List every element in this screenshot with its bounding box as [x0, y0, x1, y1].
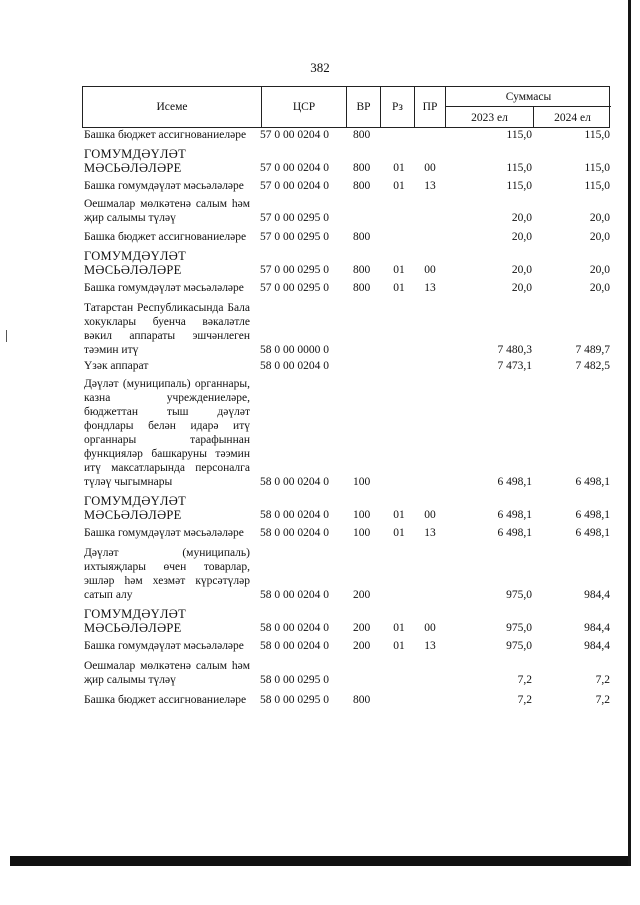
row-sum-2023: 975,0: [506, 640, 532, 652]
row-vr: 200: [353, 622, 371, 634]
row-vr: 800: [353, 264, 371, 276]
table-body: [82, 128, 610, 707]
row-vr: 100: [353, 476, 371, 488]
table-row: [82, 639, 610, 653]
row-rz: 01: [393, 264, 405, 276]
row-name: Башка бюджет ассигнованиеләре: [84, 231, 247, 243]
row-sum-2023: 20,0: [511, 231, 532, 243]
row-csr: 58 0 00 0204 0: [260, 476, 329, 488]
row-name: ГОМУМДӘҮЛӘТ МӘСЬӘЛӘЛӘРЕ: [84, 249, 187, 277]
row-sum-2024: 115,0: [584, 162, 610, 174]
row-sum-2023: 6 498,1: [497, 527, 532, 539]
row-rz: 01: [393, 162, 405, 174]
row-name: Башка гомумдәүләт мәсьәләләре: [84, 282, 244, 294]
row-vr: 800: [353, 282, 371, 294]
row-sum-2023: 7 473,1: [497, 360, 532, 372]
table-row: [82, 659, 610, 687]
row-csr: 57 0 00 0295 0: [260, 231, 329, 243]
row-sum-2023: 115,0: [506, 180, 532, 192]
row-sum-2024: 6 498,1: [575, 527, 610, 539]
row-sum-2023: 975,0: [506, 622, 532, 634]
scan-right-border: [628, 0, 631, 866]
row-name: Оешмалар мөлкәтенә салым һәм җир салымы түләү: [84, 198, 250, 224]
row-pr: 13: [424, 282, 436, 294]
row-csr: 58 0 00 0295 0: [260, 674, 329, 686]
header-rz: Рз: [380, 87, 414, 127]
row-vr: 100: [353, 509, 371, 521]
header-sums: Суммасы: [445, 87, 611, 107]
row-sum-2023: 7,2: [517, 694, 532, 706]
table-row: [82, 281, 610, 295]
row-sum-2024: 984,4: [584, 622, 610, 634]
row-name: Башка гомумдәүләт мәсьәләләре: [84, 527, 244, 539]
table-row: [82, 128, 610, 142]
row-sum-2023: 115,0: [506, 129, 532, 141]
row-name: Башка гомумдәүләт мәсьәләләре: [84, 180, 244, 192]
table-row: [82, 301, 610, 357]
row-sum-2024: 984,4: [584, 640, 610, 652]
row-rz: 01: [393, 527, 405, 539]
table-row: [82, 607, 610, 635]
row-name: Татарстан Республикасында Бала хокуклары буенча вәкаләтле вәкил аппараты эшчәнлеген тәэмин итү: [84, 302, 250, 356]
table-row: [82, 546, 610, 602]
table-row: [82, 230, 610, 244]
header-vr: ВР: [346, 87, 380, 127]
row-sum-2023: 975,0: [506, 589, 532, 601]
table-row: [82, 494, 610, 522]
row-pr: 00: [424, 622, 436, 634]
row-sum-2024: 20,0: [589, 264, 610, 276]
row-vr: 800: [353, 162, 371, 174]
table-row: [82, 249, 610, 277]
row-csr: 58 0 00 0204 0: [260, 640, 329, 652]
row-sum-2023: 7 480,3: [497, 344, 532, 356]
row-pr: 13: [424, 640, 436, 652]
row-csr: 58 0 00 0295 0: [260, 694, 329, 706]
row-pr: 00: [424, 162, 436, 174]
row-name: Башка бюджет ассигнованиеләре: [84, 129, 247, 141]
row-sum-2023: 20,0: [511, 282, 532, 294]
row-sum-2023: 20,0: [511, 264, 532, 276]
table-row: [82, 526, 610, 540]
row-vr: 100: [353, 527, 371, 539]
row-name: Үзәк аппарат: [84, 360, 149, 372]
row-sum-2023: 6 498,1: [497, 509, 532, 521]
row-csr: 57 0 00 0295 0: [260, 264, 329, 276]
table-row: [82, 179, 610, 193]
row-pr: 00: [424, 509, 436, 521]
row-sum-2023: 6 498,1: [497, 476, 532, 488]
row-sum-2023: 20,0: [511, 212, 532, 224]
table-header: [82, 86, 610, 127]
header-year-2024: 2024 ел: [533, 107, 611, 128]
row-csr: 57 0 00 0204 0: [260, 180, 329, 192]
row-sum-2023: 115,0: [506, 162, 532, 174]
scan-bottom-border: [10, 856, 630, 866]
row-name: ГОМУМДӘҮЛӘТ МӘСЬӘЛӘЛӘРЕ: [84, 494, 187, 522]
table-row: [82, 693, 610, 707]
row-name: Башка бюджет ассигнованиеләре: [84, 694, 247, 706]
row-sum-2024: 6 498,1: [575, 509, 610, 521]
header-name: Исеме: [156, 101, 188, 113]
row-sum-2024: 6 498,1: [575, 476, 610, 488]
row-vr: 800: [353, 129, 371, 141]
row-rz: 01: [393, 180, 405, 192]
row-name: ГОМУМДӘҮЛӘТ МӘСЬӘЛӘЛӘРЕ: [84, 147, 187, 175]
row-csr: 58 0 00 0204 0: [260, 589, 329, 601]
page-number: 382: [310, 60, 330, 75]
table-row: [82, 377, 610, 489]
header-year-2023: 2023 ел: [445, 107, 533, 128]
row-sum-2024: 7 489,7: [575, 344, 610, 356]
row-vr: 800: [353, 180, 371, 192]
row-sum-2024: 20,0: [589, 282, 610, 294]
header-pr: ПР: [414, 87, 445, 127]
row-name: ГОМУМДӘҮЛӘТ МӘСЬӘЛӘЛӘРЕ: [84, 607, 187, 635]
row-csr: 57 0 00 0295 0: [260, 212, 329, 224]
header-csr: ЦСР: [261, 87, 346, 127]
row-vr: 200: [353, 640, 371, 652]
table-row: [82, 147, 610, 175]
row-vr: 800: [353, 231, 371, 243]
row-csr: 57 0 00 0204 0: [260, 129, 329, 141]
row-rz: 01: [393, 282, 405, 294]
row-sum-2024: 20,0: [589, 231, 610, 243]
row-name: Дәүләт (муниципаль) ихтыяҗлары өчен товарлар, эшләр һәм хезмәт күрсәтүләр сатып алу: [84, 547, 250, 601]
row-sum-2024: 115,0: [584, 180, 610, 192]
row-pr: 13: [424, 527, 436, 539]
row-sum-2024: 7,2: [595, 674, 610, 686]
row-csr: 58 0 00 0204 0: [260, 527, 329, 539]
row-name: Башка гомумдәүләт мәсьәләләре: [84, 640, 244, 652]
row-sum-2024: 7 482,5: [575, 360, 610, 372]
row-csr: 57 0 00 0295 0: [260, 282, 329, 294]
row-sum-2024: 20,0: [589, 212, 610, 224]
row-vr: 800: [353, 694, 371, 706]
table-row: [82, 359, 610, 373]
row-csr: 57 0 00 0204 0: [260, 162, 329, 174]
row-csr: 58 0 00 0000 0: [260, 344, 329, 356]
row-sum-2024: 115,0: [584, 129, 610, 141]
row-csr: 58 0 00 0204 0: [260, 622, 329, 634]
row-name: Дәүләт (муниципаль) органнары, казна учреждениеләре, бюджеттан тыш дәүләт фондлары белән идарә итү органнары тарафыннан функцияләр башкаруны тәэмин итү максатларында персоналга түләү чыгымнары: [84, 378, 250, 488]
row-rz: 01: [393, 640, 405, 652]
row-csr: 58 0 00 0204 0: [260, 509, 329, 521]
row-vr: 200: [353, 589, 371, 601]
row-sum-2024: 984,4: [584, 589, 610, 601]
table-row: [82, 197, 610, 225]
row-sum-2023: 7,2: [517, 674, 532, 686]
margin-mark: [6, 330, 7, 342]
row-pr: 13: [424, 180, 436, 192]
row-pr: 00: [424, 264, 436, 276]
row-name: Оешмалар мөлкәтенә салым һәм җир салымы түләү: [84, 660, 250, 686]
row-sum-2024: 7,2: [595, 694, 610, 706]
row-rz: 01: [393, 509, 405, 521]
row-csr: 58 0 00 0204 0: [260, 360, 329, 372]
row-rz: 01: [393, 622, 405, 634]
